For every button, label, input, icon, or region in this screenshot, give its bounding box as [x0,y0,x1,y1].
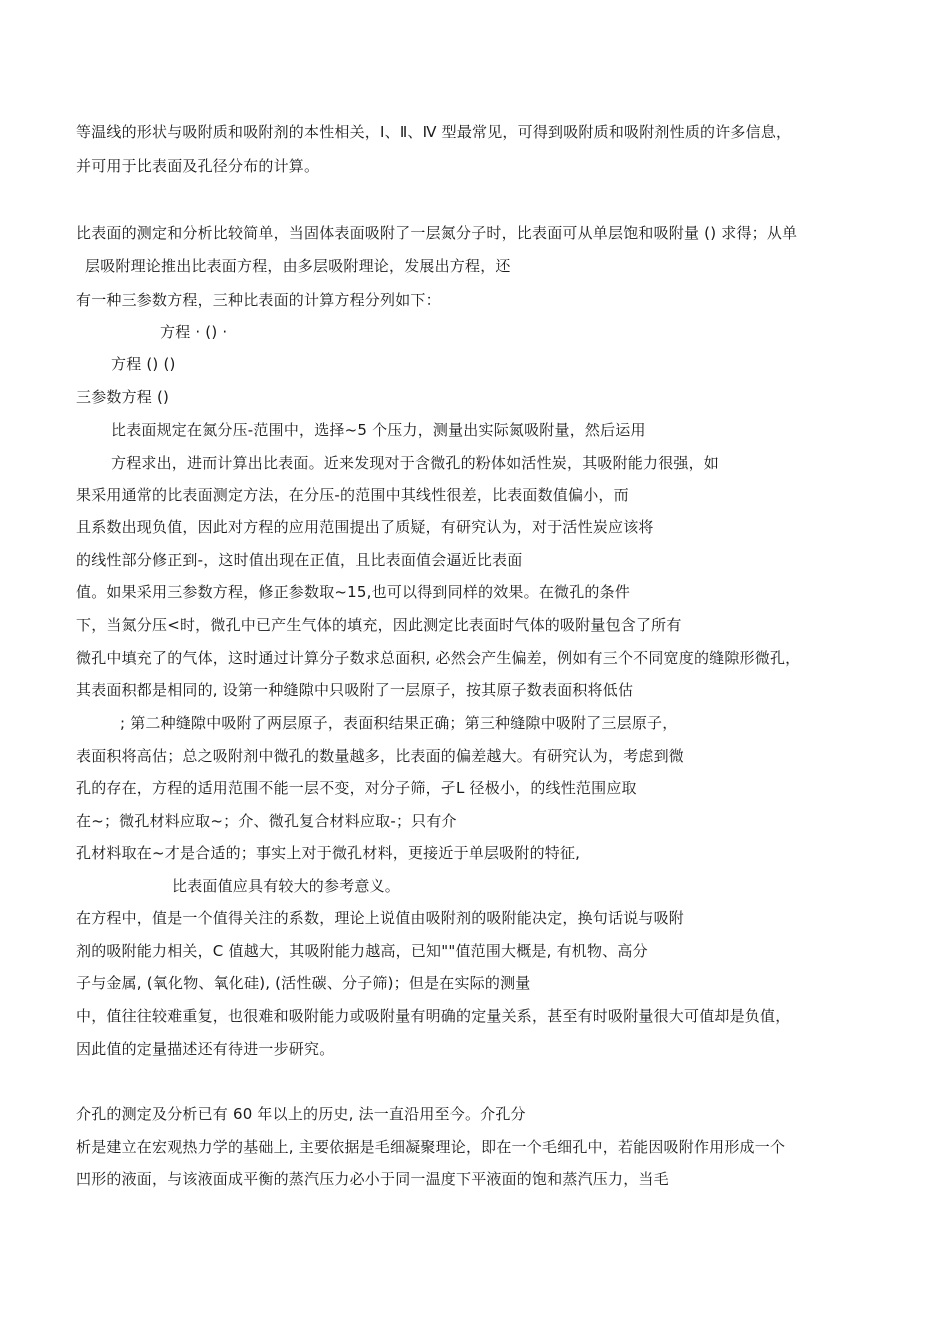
paragraph-line-3: 比表面的测定和分析比较简单，当固体表面吸附了一层氮分子时，比表面可从单层饱和吸附量 () 求得；从单 [76,224,798,242]
paragraph-line-2: 并可用于比表面及孔径分布的计算。 [76,157,320,175]
paragraph-line-5: 有一种三参数方程，三种比表面的计算方程分列如下： [76,291,441,309]
paragraph-line-20: 比表面值应具有较大的参考意义。 [172,877,401,895]
paragraph-line-21: 在方程中，值是一个值得关注的系数，理论上说值由吸附剂的吸附能决定，换句话说与吸附 [76,909,685,927]
paragraph-line-4: 层吸附理论推出比表面方程，由多层吸附理论，发展出方程，还 [85,257,511,275]
paragraph-line-6: 比表面规定在氮分压-范围中，选择~5 个压力，测量出实际氮吸附量，然后运用 [111,421,646,439]
paragraph-line-7: 方程求出，进而计算出比表面。近来发现对于含微孔的粉体如活性炭，其吸附能力很强，如 [111,454,720,472]
paragraph-line-15: ; 第二种缝隙中吸附了两层原子，表面积结果正确；第三种缝隙中吸附了三层原子， [120,714,678,732]
paragraph-line-9: 且系数出现负值，因此对方程的应用范围提出了质疑，有研究认为，对于活性炭应该将 [76,518,654,536]
paragraph-line-19: 孔材料取在~才是合适的；事实上对于微孔材料，更接近于单层吸附的特征, [76,844,581,862]
paragraph-line-11: 值。如果采用三参数方程，修正参数取~15,也可以得到同样的效果。在微孔的条件 [76,583,631,601]
paragraph-line-1: 等温线的形状与吸附质和吸附剂的本性相关，Ⅰ、Ⅱ、Ⅳ 型最常见，可得到吸附质和吸附剂性质的许多信息， [76,123,792,141]
paragraph-line-8: 果采用通常的比表面测定方法，在分压-的范围中其线性很差，比表面数值偏小，而 [76,486,629,504]
paragraph-line-18: 在~；微孔材料应取~；介、微孔复合材料应取-；只有介 [76,812,457,830]
equation-line-2: 方程 () () [111,355,176,373]
paragraph-line-16: 表面积将高估；总之吸附剂中微孔的数量越多，比表面的偏差越大。有研究认为，考虑到微 [76,747,685,765]
paragraph-line-25: 因此值的定量描述还有待进一步研究。 [76,1040,335,1058]
paragraph-line-17: 孔的存在，方程的适用范围不能一层不变，对分子筛，孑L 径极小，的线性范围应取 [76,779,637,797]
paragraph-line-24: 中，值往往较难重复，也很难和吸附能力或吸附量有明确的定量关系，甚至有时吸附量很大可值却是负值， [76,1007,791,1025]
paragraph-line-13: 微孔中填充了的气体，这时通过计算分子数求总面积, 必然会产生偏差，例如有三个不同宽度的缝隙形微孔， [76,649,801,667]
paragraph-line-27: 析是建立在宏观热力学的基础上, 主要依据是毛细凝聚理论，即在一个毛细孔中，若能因吸附作用形成一个 [76,1138,786,1156]
paragraph-line-26: 介孔的测定及分析已有 60 年以上的历史, 法一直沿用至今。介孔分 [76,1105,526,1123]
paragraph-line-28: 凹形的液面，与该液面成平衡的蒸汽压力必小于同一温度下平液面的饱和蒸汽压力，当毛 [76,1170,669,1188]
paragraph-line-23: 子与金属, (氧化物、氧化硅), (活性碳、分子筛)；但是在实际的测量 [76,974,531,992]
paragraph-line-10: 的线性部分修正到-，这时值出现在正值，且比表面值会逼近比表面 [76,551,523,569]
paragraph-line-22: 剂的吸附能力相关，C 值越大，其吸附能力越高，已知""值范围大概是, 有机物、高分 [76,942,648,960]
paragraph-line-14: 其表面积都是相同的, 设第一种缝隙中只吸附了一层原子，按其原子数表面积将低估 [76,681,634,699]
equation-line-3: 三参数方程 () [76,388,170,406]
equation-line-1: 方程 · () · [160,323,228,341]
paragraph-line-12: 下，当氮分压<时，微孔中已产生气体的填充，因此测定比表面时气体的吸附量包含了所有 [76,616,682,634]
